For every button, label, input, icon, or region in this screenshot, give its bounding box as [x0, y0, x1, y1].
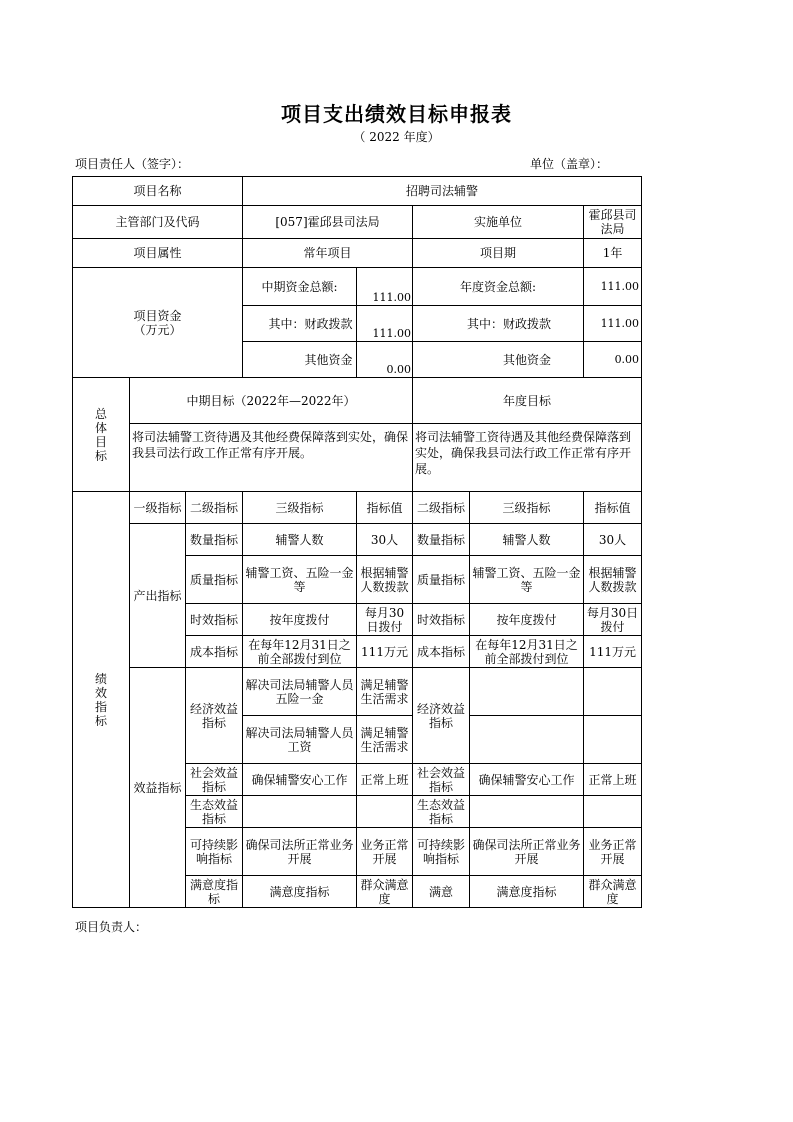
- yr-col-level3-header: 三级指标: [470, 492, 584, 524]
- cost-yr-l3: 在每年12月31日之前全部拨付到位: [470, 636, 584, 668]
- mid-fiscal-label: 其中：财政拨款: [243, 306, 357, 342]
- project-period-value: 1年: [584, 239, 642, 268]
- year-goal-text: 将司法辅警工资待遇及其他经费保障落到实处，确保我县司法行政工作正常有序开展。: [413, 424, 642, 492]
- quantity-mid-l3: 辅警人数: [243, 524, 357, 556]
- cost-mid-l3: 在每年12月31日之前全部拨付到位: [243, 636, 357, 668]
- quality-mid-l3: 辅警工资、五险一金等: [243, 556, 357, 604]
- year-other-value: 0.00: [584, 342, 642, 378]
- quality-yr-l3: 辅警工资、五险一金等: [470, 556, 584, 604]
- sustainable-yr-val: 业务正常开展: [584, 828, 642, 876]
- economic-yr-l2: 经济效益指标: [413, 668, 470, 764]
- mid-goal-text: 将司法辅警工资待遇及其他经费保障落到实处，确保我县司法行政工作正常有序开展。: [130, 424, 413, 492]
- output-indicator-label: 产出指标: [130, 524, 186, 668]
- social-yr-l3: 确保辅警安心工作: [470, 764, 584, 796]
- social-yr-val: 正常上班: [584, 764, 642, 796]
- sustainable-level2: 可持续影响指标: [186, 828, 243, 876]
- economic-mid-val-b: 满足辅警生活需求: [357, 716, 413, 764]
- quantity-level2: 数量指标: [186, 524, 243, 556]
- col-value-header: 指标值: [357, 492, 413, 524]
- quantity-yr-l2: 数量指标: [413, 524, 470, 556]
- year-other-label: 其他资金: [413, 342, 584, 378]
- mid-total-value: 111.00: [357, 268, 413, 306]
- project-funds-label: 项目资金 （万元）: [73, 268, 243, 378]
- quality-yr-l2: 质量指标: [413, 556, 470, 604]
- timeliness-mid-val: 每月30日拨付: [357, 604, 413, 636]
- unit-stamp-label: 单位（盖章）：: [530, 157, 609, 171]
- performance-indicator-label: 绩效指标: [73, 492, 130, 908]
- col-level2-header: 二级指标: [186, 492, 243, 524]
- ecological-yr-val: [584, 796, 642, 828]
- yr-col-value-header: 指标值: [584, 492, 642, 524]
- timeliness-level2: 时效指标: [186, 604, 243, 636]
- ecological-mid-l3: [243, 796, 357, 828]
- timeliness-yr-l3: 按年度拨付: [470, 604, 584, 636]
- year-fiscal-label: 其中：财政拨款: [413, 306, 584, 342]
- ecological-yr-l2: 生态效益指标: [413, 796, 470, 828]
- mid-other-label: 其他资金: [243, 342, 357, 378]
- mid-total-label: 中期资金总额:: [243, 268, 357, 306]
- year-fiscal-value: 111.00: [584, 306, 642, 342]
- economic-yr-l3-a: [470, 668, 584, 716]
- economic-yr-val-b: [584, 716, 642, 764]
- benefit-indicator-label: 效益指标: [130, 668, 186, 908]
- mid-other-value: 0.00: [357, 342, 413, 378]
- timeliness-mid-l3: 按年度拨付: [243, 604, 357, 636]
- social-mid-val: 正常上班: [357, 764, 413, 796]
- cost-level2: 成本指标: [186, 636, 243, 668]
- ecological-level2: 生态效益指标: [186, 796, 243, 828]
- project-name-value: 招聘司法辅警: [243, 177, 642, 206]
- mid-goal-header: 中期目标（2022年—2022年）: [130, 378, 413, 424]
- overall-goal-label: 总体目标: [73, 378, 130, 492]
- sustainable-mid-l3: 确保司法所正常业务开展: [243, 828, 357, 876]
- economic-mid-l3-b: 解决司法局辅警人员工资: [243, 716, 357, 764]
- dept-label: 主管部门及代码: [73, 206, 243, 239]
- year-total-label: 年度资金总额:: [413, 268, 584, 306]
- social-level2: 社会效益指标: [186, 764, 243, 796]
- social-mid-l3: 确保辅警安心工作: [243, 764, 357, 796]
- dept-value: [057]霍邱县司法局: [243, 206, 413, 239]
- quantity-yr-l3: 辅警人数: [470, 524, 584, 556]
- economic-mid-val-a: 满足辅警生活需求: [357, 668, 413, 716]
- performance-target-form: [72, 176, 642, 908]
- timeliness-yr-l2: 时效指标: [413, 604, 470, 636]
- social-yr-l2: 社会效益指标: [413, 764, 470, 796]
- cost-yr-val: 111万元: [584, 636, 642, 668]
- page-title: 项目支出绩效目标申报表: [281, 102, 512, 126]
- quantity-yr-val: 30人: [584, 524, 642, 556]
- yr-col-level2-header: 二级指标: [413, 492, 470, 524]
- cost-mid-val: 111万元: [357, 636, 413, 668]
- col-level3-header: 三级指标: [243, 492, 357, 524]
- economic-yr-val-a: [584, 668, 642, 716]
- satisfaction-mid-l3: 群众满意度: [357, 876, 413, 908]
- sustainable-yr-l2: 可持续影响指标: [413, 828, 470, 876]
- year-goal-header: 年度目标: [413, 378, 642, 424]
- quality-mid-val: 根据辅警人数拨款: [357, 556, 413, 604]
- project-leader-label: 项目负责人：: [75, 920, 148, 934]
- economic-yr-l3-b: [470, 716, 584, 764]
- year-line: （ 2022 年度）: [353, 130, 440, 144]
- satisfaction-level1: 满意度指标: [186, 876, 243, 908]
- satisfaction-yr-l3: 群众满意度: [584, 876, 642, 908]
- satisfaction-yr-l2: 满意度指标: [470, 876, 584, 908]
- economic-mid-l3-a: 解决司法局辅警人员五险一金: [243, 668, 357, 716]
- cost-yr-l2: 成本指标: [413, 636, 470, 668]
- responsible-label: 项目责任人（签字）：: [75, 157, 190, 171]
- satisfaction-level2: 满意度指标: [243, 876, 357, 908]
- economic-level2: 经济效益指标: [186, 668, 243, 764]
- sustainable-yr-l3: 确保司法所正常业务开展: [470, 828, 584, 876]
- sustainable-mid-val: 业务正常开展: [357, 828, 413, 876]
- ecological-mid-val: [357, 796, 413, 828]
- quality-yr-val: 根据辅警人数拨款: [584, 556, 642, 604]
- project-period-label: 项目期: [413, 239, 584, 268]
- project-attr-label: 项目属性: [73, 239, 243, 268]
- ecological-yr-l3: [470, 796, 584, 828]
- col-level1-header: 一级指标: [130, 492, 186, 524]
- impl-unit-label: 实施单位: [413, 206, 584, 239]
- year-total-value: 111.00: [584, 268, 642, 306]
- quantity-mid-val: 30人: [357, 524, 413, 556]
- quality-level2: 质量指标: [186, 556, 243, 604]
- satisfaction-mid-val: 满意: [413, 876, 470, 908]
- timeliness-yr-val: 每月30日拨付: [584, 604, 642, 636]
- impl-unit-value: 霍邱县司法局: [584, 206, 642, 239]
- mid-fiscal-value: 111.00: [357, 306, 413, 342]
- project-attr-value: 常年项目: [243, 239, 413, 268]
- project-name-label: 项目名称: [73, 177, 243, 206]
